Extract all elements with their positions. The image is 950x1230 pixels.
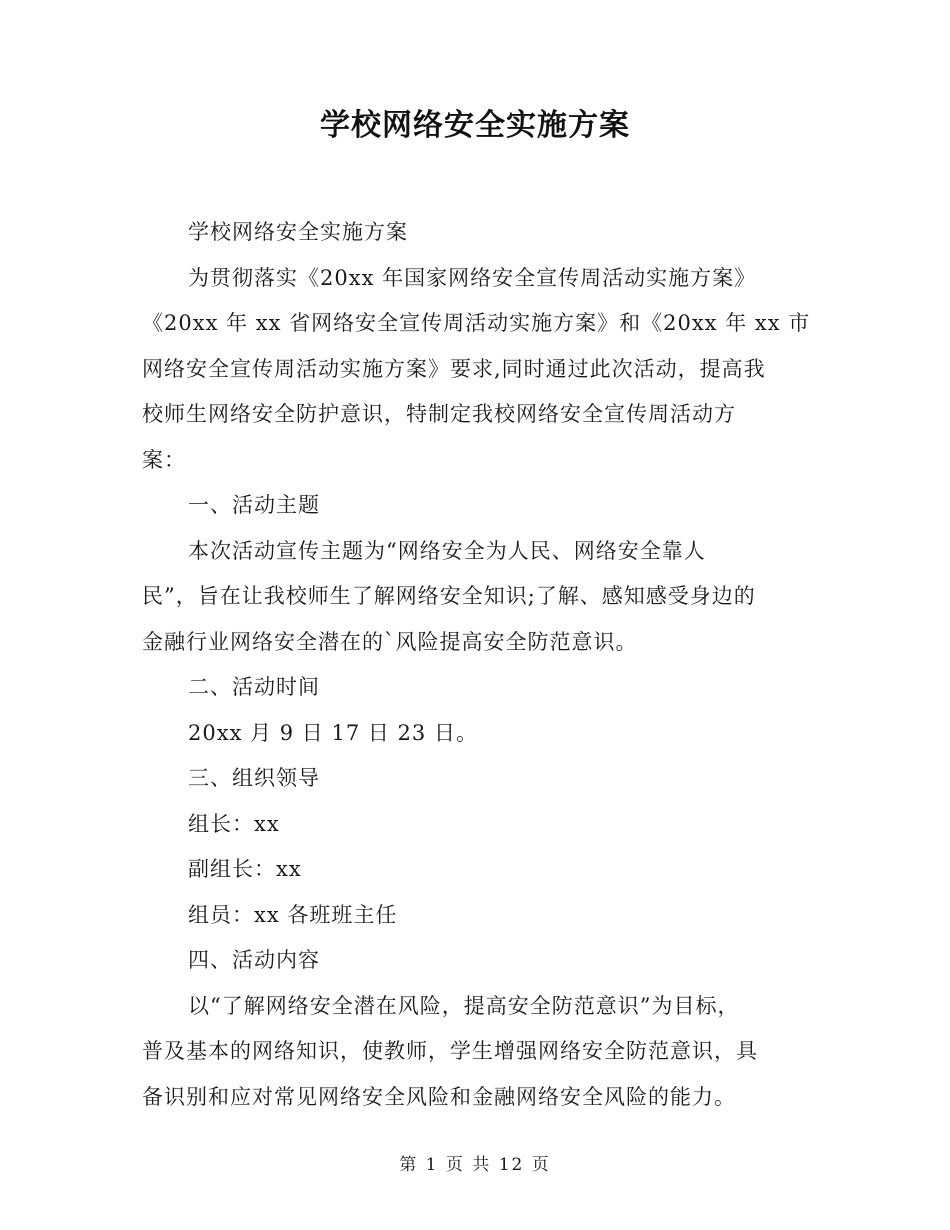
section-4-line-1: 以“了解网络安全潜在风险，提高安全防范意识”为目标， xyxy=(188,993,740,1018)
subtitle-paragraph: 学校网络安全实施方案 xyxy=(188,220,408,244)
section-3-heading: 三、组织领导 xyxy=(188,766,320,790)
section-2-text: 20xx 月 9 日 17 日 23 日。 xyxy=(188,720,478,745)
intro-line-2: 《20xx 年 xx 省网络安全宣传周活动实施方案》和《20xx 年 xx 市 xyxy=(142,311,811,335)
document-title: 学校网络安全实施方案 xyxy=(320,108,630,143)
vice-leader-line: 副组长：xx xyxy=(188,857,302,881)
members-line: 组员：xx 各班班主任 xyxy=(188,902,398,927)
leader-line: 组长：xx xyxy=(188,811,280,836)
page-number-label: 第 1 页 共 12 页 xyxy=(399,1155,551,1175)
intro-line-5: 案： xyxy=(142,447,186,472)
intro-line-4: 校师生网络安全防护意识，特制定我校网络安全宣传周活动方 xyxy=(142,402,736,426)
intro-line-3: 网络安全宣传周活动实施方案》要求,同时通过此次活动，提高我 xyxy=(142,356,766,381)
page-footer xyxy=(0,1150,950,1175)
section-4-heading: 四、活动内容 xyxy=(188,948,320,972)
section-2-heading: 二、活动时间 xyxy=(188,675,320,699)
section-1-line-1: 本次活动宣传主题为“网络安全为人民、网络安全靠人 xyxy=(188,538,706,563)
section-1-line-3: 金融行业网络安全潜在的`风险提高安全防范意识。 xyxy=(142,629,638,654)
document-body xyxy=(142,210,810,1120)
section-4-line-2: 普及基本的网络知识，使教师，学生增强网络安全防范意识，具 xyxy=(142,1039,758,1063)
section-4-line-3: 备识别和应对常见网络安全风险和金融网络安全风险的能力。 xyxy=(142,1084,736,1109)
intro-line-1: 为贯彻落实《20xx 年国家网络安全宣传周活动实施方案》 xyxy=(188,265,757,290)
section-1-line-2: 民”，旨在让我校师生了解网络安全知识;了解、感知感受身边的 xyxy=(142,584,756,608)
section-1-heading: 一、活动主题 xyxy=(188,493,320,517)
